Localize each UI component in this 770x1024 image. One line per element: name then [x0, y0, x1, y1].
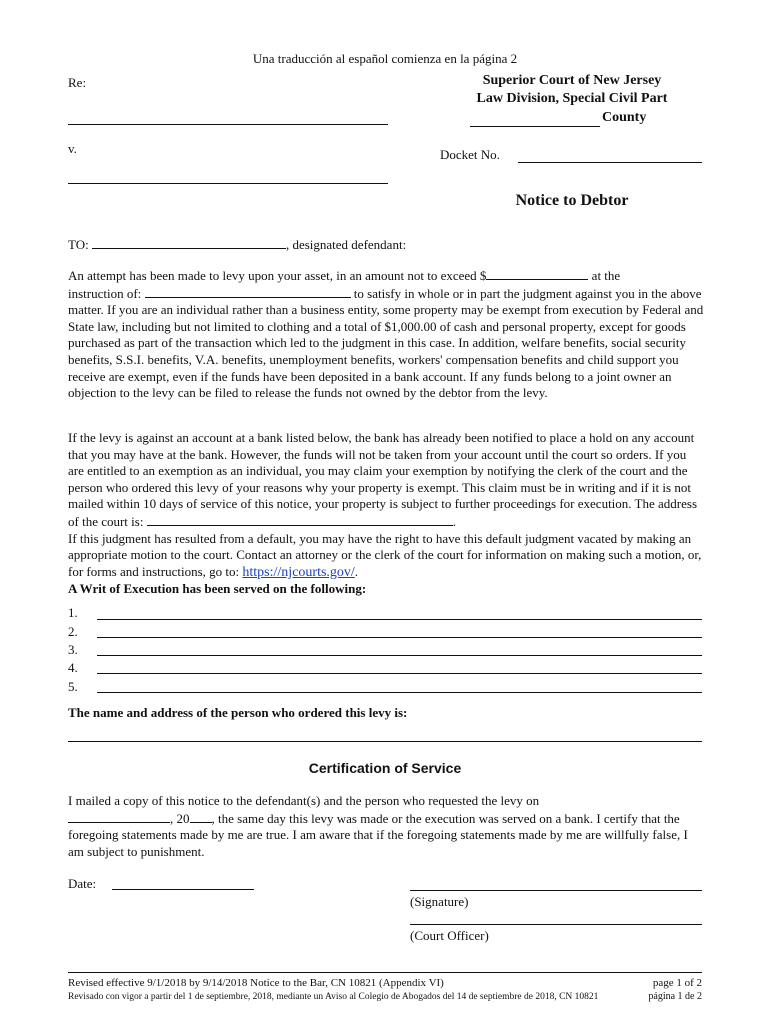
writ-item-2-number: 2.: [68, 624, 78, 639]
footer-divider: [68, 972, 702, 973]
writ-item-5-line[interactable]: [97, 692, 702, 693]
certification-text-c: , the same day this levy was made or the execution was served on a bank. I certify that the foregoing statements made by me are true. I am aware that if the foregoing statements made by me are willfully false, I am subject to punishment.: [68, 810, 688, 859]
levy-paragraph: [68, 267, 704, 402]
levy-text-c: instruction of:: [68, 285, 145, 301]
court-officer-label: (Court Officer): [410, 928, 489, 943]
county-label: County: [602, 110, 647, 125]
writ-item-4-number: 4.: [68, 660, 78, 675]
certification-heading: Certification of Service: [308, 760, 462, 776]
levy-text-d: to satisfy in whole or in part the judgment against you in the above matter. If you are an individual rather than a business entity, some property may be exempt from execution by Federal and State law, including but not limited to clothing and a total of $1,000.00 of cash and personal property, except for goods purchased as part of the transaction which led to the judgment in this case. In addition, welfare benefits, social security benefits, S.S.I. benefits, V.A. benefits, unemployment benefits, workers' compensation benefits and child support you receive are exempt, even if the funds have been deposited in a bank account. If any funds belong to a joint owner an objection to the levy can be filed to release the funds not owned by the debtor from the levy.: [68, 285, 704, 401]
to-suffix: , designated defendant:: [285, 237, 407, 252]
certification-text-a: I mailed a copy of this notice to the defendant(s) and the person who requested the levy on: [68, 793, 540, 808]
writ-item-3-number: 3.: [68, 642, 78, 657]
to-line: [68, 236, 406, 253]
page-number-english: page 1 of 2: [652, 977, 702, 989]
levy-text-a: An attempt has been made to levy upon your asset, in an amount not to exceed $: [68, 268, 487, 283]
revised-spanish: Revisado con vigor a partir del 1 de septiembre, 2018, mediante un Aviso al Colegio de Abogados del 14 de septiembre de 2018, CN 10821: [68, 992, 599, 1002]
njcourts-link[interactable]: https://njcourts.gov/: [242, 564, 355, 580]
court-address-blank[interactable]: [147, 513, 453, 526]
translation-note: Una traducción al español comienza en la página 2: [252, 51, 518, 66]
defendant-line[interactable]: [68, 183, 388, 184]
signature-label: (Signature): [410, 894, 469, 909]
certification-text-b: , 20: [170, 810, 190, 826]
levy-text-b: at the: [588, 268, 621, 283]
writ-item-1-number: 1.: [68, 605, 78, 620]
page-number-spanish: página 1 de 2: [648, 991, 702, 1002]
officer-line[interactable]: [410, 924, 702, 925]
docket-label: Docket No.: [440, 147, 500, 162]
bank-text-b: .: [452, 513, 456, 529]
notice-title: Notice to Debtor: [515, 192, 629, 209]
amount-blank[interactable]: [486, 267, 588, 280]
revised-english: Revised effective 9/1/2018 by 9/14/2018 Notice to the Bar, CN 10821 (Appendix VI): [68, 977, 444, 989]
docket-line[interactable]: [518, 162, 702, 163]
to-label: TO:: [68, 237, 89, 252]
court-line-1: Superior Court of New Jersey: [482, 73, 662, 88]
ordered-by-line[interactable]: [68, 741, 702, 742]
re-label: Re:: [68, 75, 87, 90]
court-line-2: Law Division, Special Civil Part: [476, 91, 668, 106]
instruction-blank[interactable]: [145, 285, 351, 298]
v-label: v.: [68, 141, 77, 156]
bank-paragraph: [68, 430, 704, 581]
writ-item-1-line[interactable]: [97, 619, 702, 620]
court-name: [440, 72, 704, 108]
writ-item-4-line[interactable]: [97, 673, 702, 674]
writ-item-3-line[interactable]: [97, 655, 702, 656]
mail-date-blank[interactable]: [68, 810, 170, 823]
county-line[interactable]: [470, 126, 600, 127]
writ-item-2-line[interactable]: [97, 637, 702, 638]
bank-text-d: .: [354, 563, 359, 579]
bank-text-a: If the levy is against an account at a bank listed below, the bank has already been notified to place a hold on any account that you may have at the bank. However, the funds will not be taken from your account until the court so orders. If you are entitled to an exemption as an individual, you may claim your exemption by notifying the clerk of the court and the person who ordered this levy of your reasons why your property is exempt. This claim must be in writing and if it is not mailed within 10 days of service of this notice, your property is subject to further proceedings for execution. The address of the court is:: [68, 430, 698, 529]
ordered-by-label: The name and address of the person who ordered this levy is:: [68, 705, 408, 720]
writ-heading: A Writ of Execution has been served on the following:: [68, 581, 367, 596]
plaintiff-line[interactable]: [68, 124, 388, 125]
date-label: Date:: [68, 876, 97, 891]
signature-line[interactable]: [410, 890, 702, 891]
year-blank[interactable]: [190, 810, 212, 823]
date-line[interactable]: [112, 889, 254, 890]
bank-text-c: If this judgment has resulted from a default, you may have the right to have this default judgment vacated by making an appropriate motion to the court. Contact an attorney or the clerk of the court for information on making such a motion, or, for forms and instructions, go to:: [68, 530, 702, 579]
writ-item-5-number: 5.: [68, 679, 78, 694]
certification-paragraph: [68, 793, 704, 860]
designated-defendant-blank[interactable]: [92, 236, 286, 249]
